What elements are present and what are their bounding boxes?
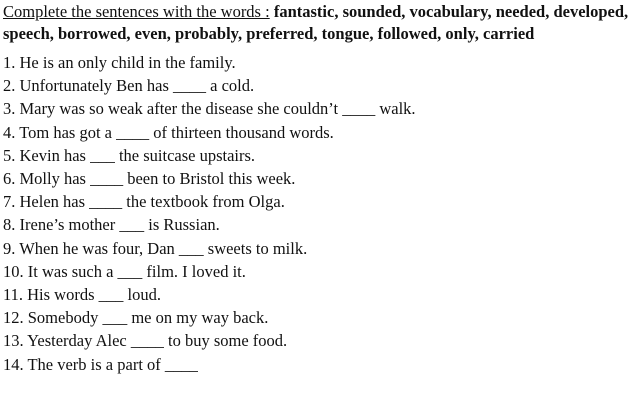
sentence-list [3,51,637,376]
sentence-item: 8. Irene’s mother ___ is Russian. [3,215,220,235]
sentence-item: 7. Helen has ____ the textbook from Olga. [3,192,285,212]
sentence-item: 10. It was such a ___ film. I loved it. [3,261,246,281]
sentence-item: 14. The verb is a part of ____ [3,354,198,374]
word-bank: fantastic, sounded, vocabulary, needed, developed, speech, borrowed, even, probably, preferred, tongue, followed, only, carried [3,2,629,43]
sentence-item: 1. He is an only child in the family. [3,53,236,72]
instruction [3,0,637,45]
sentence-item: 2. Unfortunately Ben has ____ a cold. [3,76,255,96]
sentence-item: 3. Mary was so weak after the disease she couldn’t ____ walk. [3,99,416,119]
worksheet [3,0,637,376]
sentence-item: 9. When he was four, Dan ___ sweets to milk. [3,238,308,258]
sentence-item: 12. Somebody ___ me on my way back. [3,308,269,328]
sentence-item: 5. Kevin has ___ the suitcase upstairs. [3,145,256,165]
sentence-item: 6. Molly has ____ been to Bristol this week. [3,169,296,189]
instruction-lead: Complete the sentences with the words : [3,2,270,21]
sentence-item: 4. Tom has got a ____ of thirteen thousand words. [3,122,334,142]
sentence-item: 11. His words ___ loud. [3,285,161,305]
sentence-item: 13. Yesterday Alec ____ to buy some food. [3,331,288,351]
